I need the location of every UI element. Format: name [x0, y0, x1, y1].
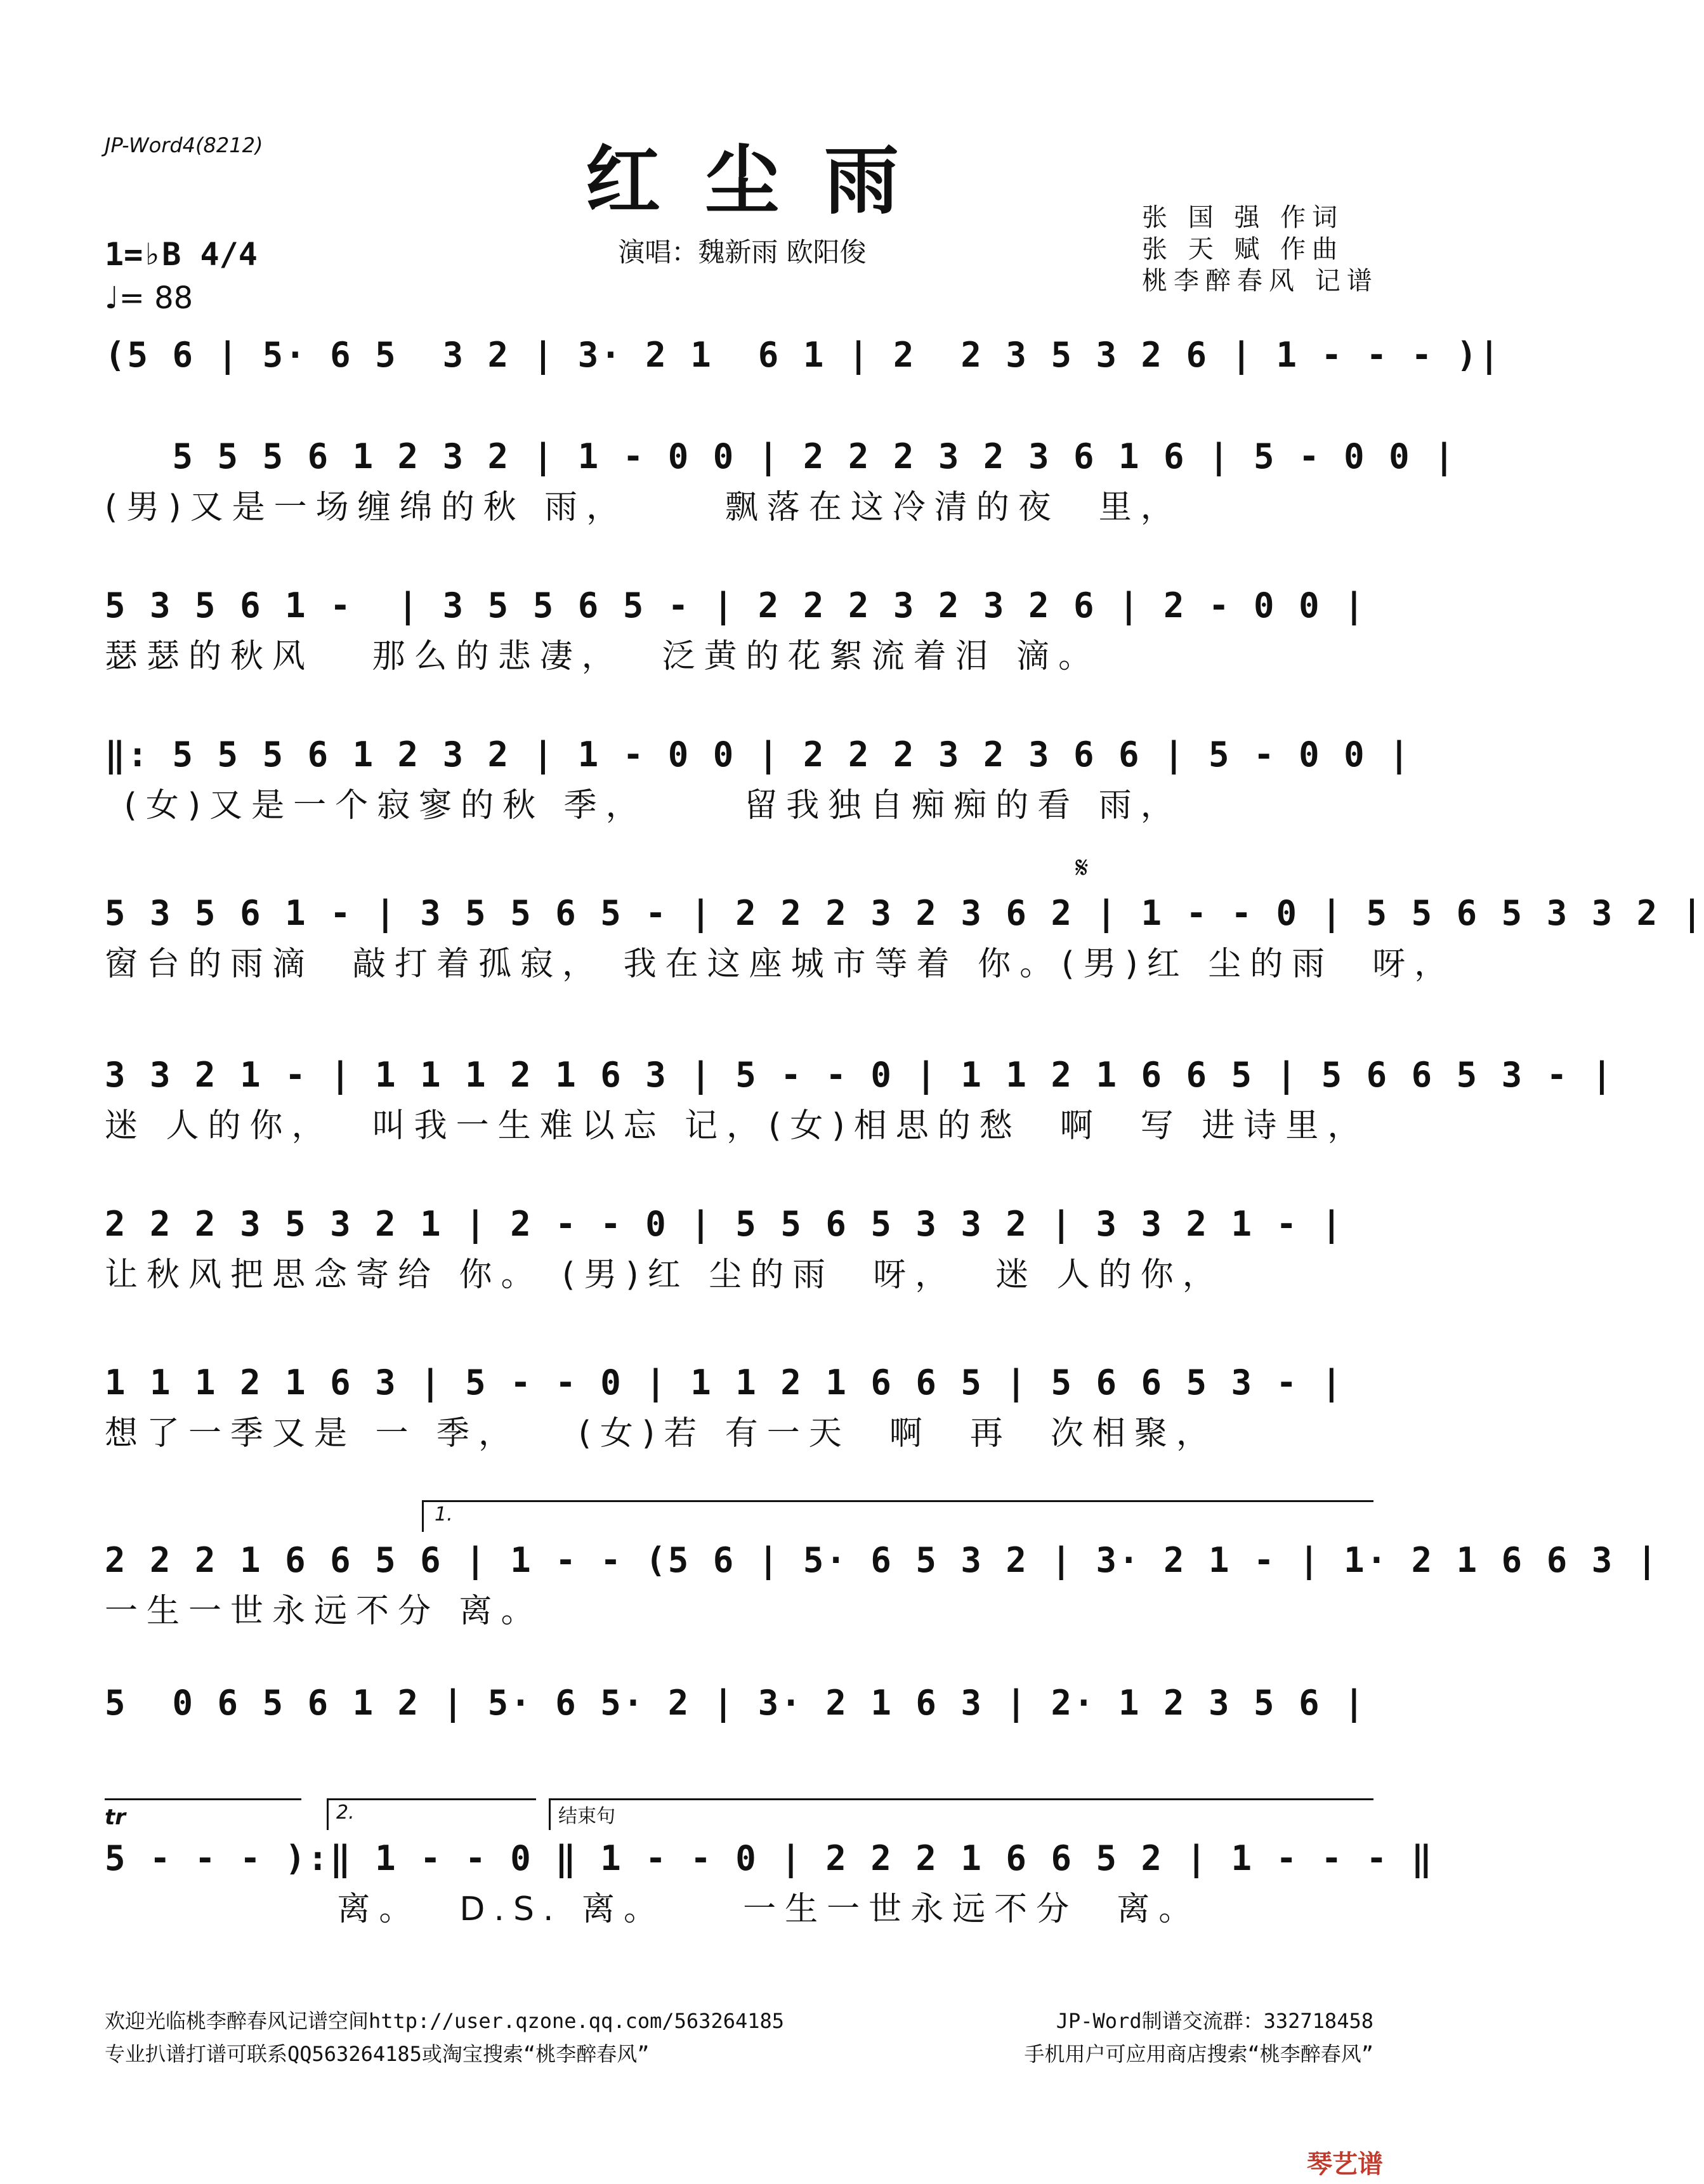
- tempo-mark: ♩= 88: [105, 280, 193, 316]
- credits: [1142, 202, 1379, 297]
- coda-label: 结束句: [558, 1805, 615, 1828]
- lyrics: (男)又是一场缠绵的秋 雨， 飘落在这冷清的夜 里，: [105, 488, 1183, 526]
- singers: 演唱：魏新雨 欧阳俊: [618, 237, 867, 268]
- volta-bracket-edge: [327, 1798, 329, 1830]
- notes: 5 0 6 5 6 1 2 | 5· 6 5· 2 | 3· 2 1 6 3 | 2· 1 2 3 5 6 |: [105, 1683, 1366, 1723]
- composer: 张 天 赋 作曲: [1142, 235, 1344, 264]
- software-label: JP-Word4(8212): [105, 133, 263, 157]
- footer-contact: 专业扒谱打谱可联系QQ563264185或淘宝搜索“桃李醉春风”: [105, 2042, 650, 2066]
- coda-bracket-line: [549, 1798, 1373, 1800]
- volta-1-label: 1.: [435, 1503, 453, 1526]
- notes: 1 1 1 2 1 6 3 | 5 - - 0 | 1 1 2 1 6 6 5 | 5 6 6 5 3 - |: [105, 1363, 1344, 1403]
- notes: ‖: 5 5 5 6 1 2 3 2 | 1 - 0 0 | 2 2 2 3 2 3 6 6 | 5 - 0 0 |: [105, 735, 1412, 775]
- volta-2-label: 2.: [336, 1801, 355, 1824]
- notes: (5 6 | 5· 6 5 3 2 | 3· 2 1 6 1 | 2 2 3 5 3 2 6 | 1 - - - )|: [105, 335, 1502, 375]
- footer-app: 手机用户可应用商店搜索“桃李醉春风”: [1024, 2042, 1373, 2066]
- volta-bracket-line: [105, 1798, 301, 1800]
- trill-mark: tr: [105, 1805, 126, 1830]
- transcriber: 桃李醉春风 记谱: [1142, 266, 1379, 296]
- notes: 5 3 5 6 1 - | 3 5 5 6 5 - | 2 2 2 3 2 3 2 6 | 2 - 0 0 |: [105, 585, 1366, 625]
- coda-bracket-edge: [549, 1798, 551, 1830]
- lyrics: 离。 D.S. 离。 一生一世永远不分 离。: [105, 1890, 1201, 1928]
- volta-bracket-edge: [422, 1500, 424, 1532]
- watermark-logo: 琴艺谱: [1307, 2150, 1383, 2179]
- volta-bracket-line: [422, 1500, 1373, 1502]
- footer-website: 欢迎光临桃李醉春风记谱空间http://user.qzone.qq.com/563264185: [105, 2009, 785, 2033]
- notes: 5 5 5 6 1 2 3 2 | 1 - 0 0 | 2 2 2 3 2 3 6 1 6 | 5 - 0 0 |: [105, 436, 1457, 476]
- lyrics: (女)又是一个寂寥的秋 季， 留我独自痴痴的看 雨，: [105, 787, 1183, 825]
- notes: 3 3 2 1 - | 1 1 1 2 1 6 3 | 5 - - 0 | 1 1 2 1 6 6 5 | 5 6 6 5 3 - |: [105, 1055, 1615, 1095]
- lyrics: 瑟瑟的秋风 那么的悲凄， 泛黄的花絮流着泪 滴。: [105, 638, 1101, 676]
- lyrics: 想了一季又是 一 季， (女)若 有一天 啊 再 次相聚，: [105, 1415, 1218, 1453]
- notes: 5 - - - ):‖ 1 - - 0 ‖ 1 - - 0 | 2 2 2 1 6 6 5 2 | 1 - - - ‖: [105, 1838, 1434, 1878]
- footer-row: [105, 2037, 1373, 2070]
- lyrics: 一生一世永远不分 离。: [105, 1592, 543, 1630]
- key-signature: 1=♭B 4/4: [105, 236, 258, 273]
- lyrics: 窗台的雨滴 敲打着孤寂， 我在这座城市等着 你。(男)红 尘的雨 呀，: [105, 945, 1457, 983]
- lyrics: 迷 人的你， 叫我一生难以忘 记，(女)相思的愁 啊 写 进诗里，: [105, 1107, 1370, 1145]
- notes: 5 3 5 6 1 - | 3 5 5 6 5 - | 2 2 2 3 2 3 6 2 | 1 - - 0 | 5 5 6 5 3 3 2 |: [105, 893, 1704, 933]
- song-title: 红尘雨: [585, 136, 943, 225]
- footer-group: JP-Word制谱交流群：332718458: [1056, 2009, 1373, 2033]
- notes: 2 2 2 1 6 6 5 6 | 1 - - (5 6 | 5· 6 5 3 2 | 3· 2 1 - | 1· 2 1 6 6 3 |: [105, 1540, 1660, 1580]
- lyricist: 张 国 强 作词: [1142, 203, 1344, 232]
- footer: [105, 2004, 1373, 2070]
- lyrics: 让秋风把思念寄给 你。 (男)红 尘的雨 呀， 迷 人的你，: [105, 1256, 1224, 1294]
- footer-row: [105, 2004, 1373, 2037]
- volta-bracket-line: [327, 1798, 536, 1800]
- segno-sign: 𝄋: [1075, 850, 1089, 886]
- notes: 2 2 2 3 5 3 2 1 | 2 - - 0 | 5 5 6 5 3 3 2 | 3 3 2 1 - |: [105, 1204, 1344, 1244]
